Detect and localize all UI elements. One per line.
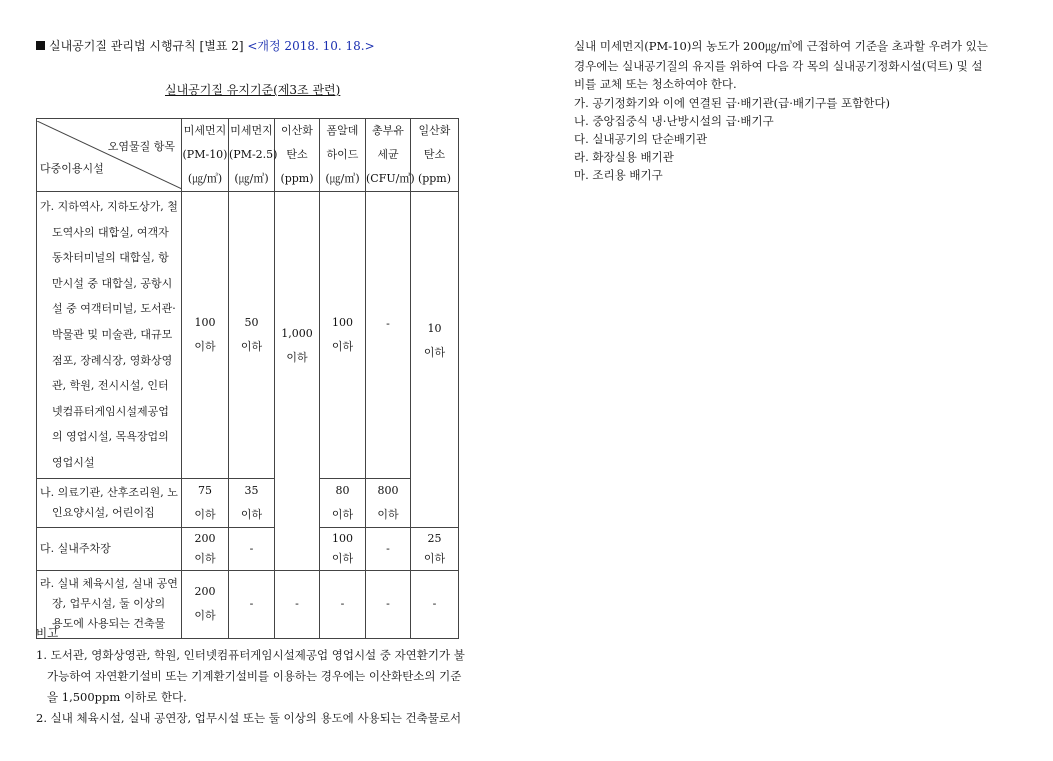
value-cell-merged: 10 이하	[411, 192, 459, 528]
table-header-row	[37, 119, 459, 192]
value-cell: -	[229, 570, 275, 638]
note-1-line: 을 1,500ppm 이하로 한다.	[47, 690, 187, 704]
facility-header: 다중이용시설	[40, 162, 104, 175]
corner-header-cell	[37, 119, 182, 192]
table-row	[37, 570, 459, 638]
value-cell: 200 이하	[182, 527, 229, 570]
value-cell: -	[320, 570, 366, 638]
value-cell: 50 이하	[229, 192, 275, 479]
col-header-bacteria: 총부유 세균 (CFU/㎥)	[366, 119, 411, 192]
pollutant-header: 오염물질 항목	[107, 140, 175, 153]
value-cell: 100 이하	[320, 192, 366, 479]
list-item: 라. 화장실용 배기관	[574, 150, 674, 164]
facility-cell: 나. 의료기관, 산후조리원, 노인요양시설, 어린이집	[37, 478, 182, 527]
table-row	[37, 192, 459, 479]
value-cell: 200 이하	[182, 570, 229, 638]
header-prefix: 실내공기질 관리법 시행규칙 [별표 2]	[49, 39, 244, 53]
col-header-pm25: 미세먼지 (PM-2.5) (㎍/㎥)	[229, 119, 275, 192]
note-1-line: 가능하여 자연환기설비 또는 기계환기설비를 이용하는 경우에는 이산화탄소의 기준	[47, 669, 462, 683]
value-cell: 75 이하	[182, 478, 229, 527]
col-header-co: 일산화 탄소 (ppm)	[411, 119, 459, 192]
value-cell: -	[366, 192, 411, 479]
list-item: 다. 실내공기의 단순배기관	[574, 132, 708, 146]
list-item: 나. 중앙집중식 냉·난방시설의 급·배기구	[574, 114, 774, 128]
value-cell-merged: 1,000 이하	[275, 192, 320, 571]
facility-cell: 가. 지하역사, 지하도상가, 철도역사의 대합실, 여객자동차터미널의 대합실, 항만시설 중 대합실, 공항시설 중 여객터미널, 도서관·박물관 및 미술관, 대규모 점포, 장례식장, 영화상영관, 학원, 전시시설, 인터넷컴퓨터게임시설제공업의 영업시설, 목욕장업의 영업시설	[37, 192, 182, 479]
note-1-line: 1. 도서관, 영화상영관, 학원, 인터넷컴퓨터게임시설제공업 영업시설 중 자연환기가 불	[36, 648, 465, 662]
table-row	[37, 527, 459, 570]
value-cell: 80 이하	[320, 478, 366, 527]
note-2-continued: 실내 미세먼지(PM-10)의 농도가 200㎍/㎥에 근접하여 기준을 초과할 우려가 있는	[574, 39, 988, 53]
notes-heading: 비고	[36, 626, 59, 640]
note-2-continued: 경우에는 실내공기질의 유지를 위하여 다음 각 목의 실내공기정화시설(덕트) 및 설	[574, 59, 983, 73]
note-2-line: 2. 실내 체육시설, 실내 공연장, 업무시설 또는 둘 이상의 용도에 사용되는 건축물로서	[36, 711, 462, 725]
facility-cell: 라. 실내 체육시설, 실내 공연장, 업무시설, 둘 이상의 용도에 사용되는 건축물	[37, 570, 182, 638]
value-cell: 35 이하	[229, 478, 275, 527]
col-header-hcho: 폼알데 하이드 (㎍/㎥)	[320, 119, 366, 192]
value-cell: 25 이하	[411, 527, 459, 570]
value-cell: -	[411, 570, 459, 638]
value-cell: -	[366, 570, 411, 638]
document-header	[36, 37, 375, 54]
facility-cell: 다. 실내주차장	[37, 527, 182, 570]
value-cell: 100 이하	[320, 527, 366, 570]
value-cell: -	[229, 527, 275, 570]
list-item: 가. 공기정화기와 이에 연결된 급·배기관(급·배기구를 포함한다)	[574, 96, 890, 110]
value-cell: -	[366, 527, 411, 570]
table-row	[37, 478, 459, 527]
note-2-continued: 비를 교체 또는 청소하여야 한다.	[574, 77, 737, 91]
col-header-pm10: 미세먼지 (PM-10) (㎍/㎥)	[182, 119, 229, 192]
square-bullet-icon	[36, 41, 45, 50]
value-cell: 100 이하	[182, 192, 229, 479]
standards-table	[36, 118, 459, 639]
list-item: 마. 조리용 배기구	[574, 168, 663, 182]
page-title: 실내공기질 유지기준(제3조 관련)	[165, 83, 341, 97]
value-cell: 800 이하	[366, 478, 411, 527]
value-cell: -	[275, 570, 320, 638]
revision-date: <개정 2018. 10. 18.>	[247, 39, 375, 53]
col-header-co2: 이산화 탄소 (ppm)	[275, 119, 320, 192]
